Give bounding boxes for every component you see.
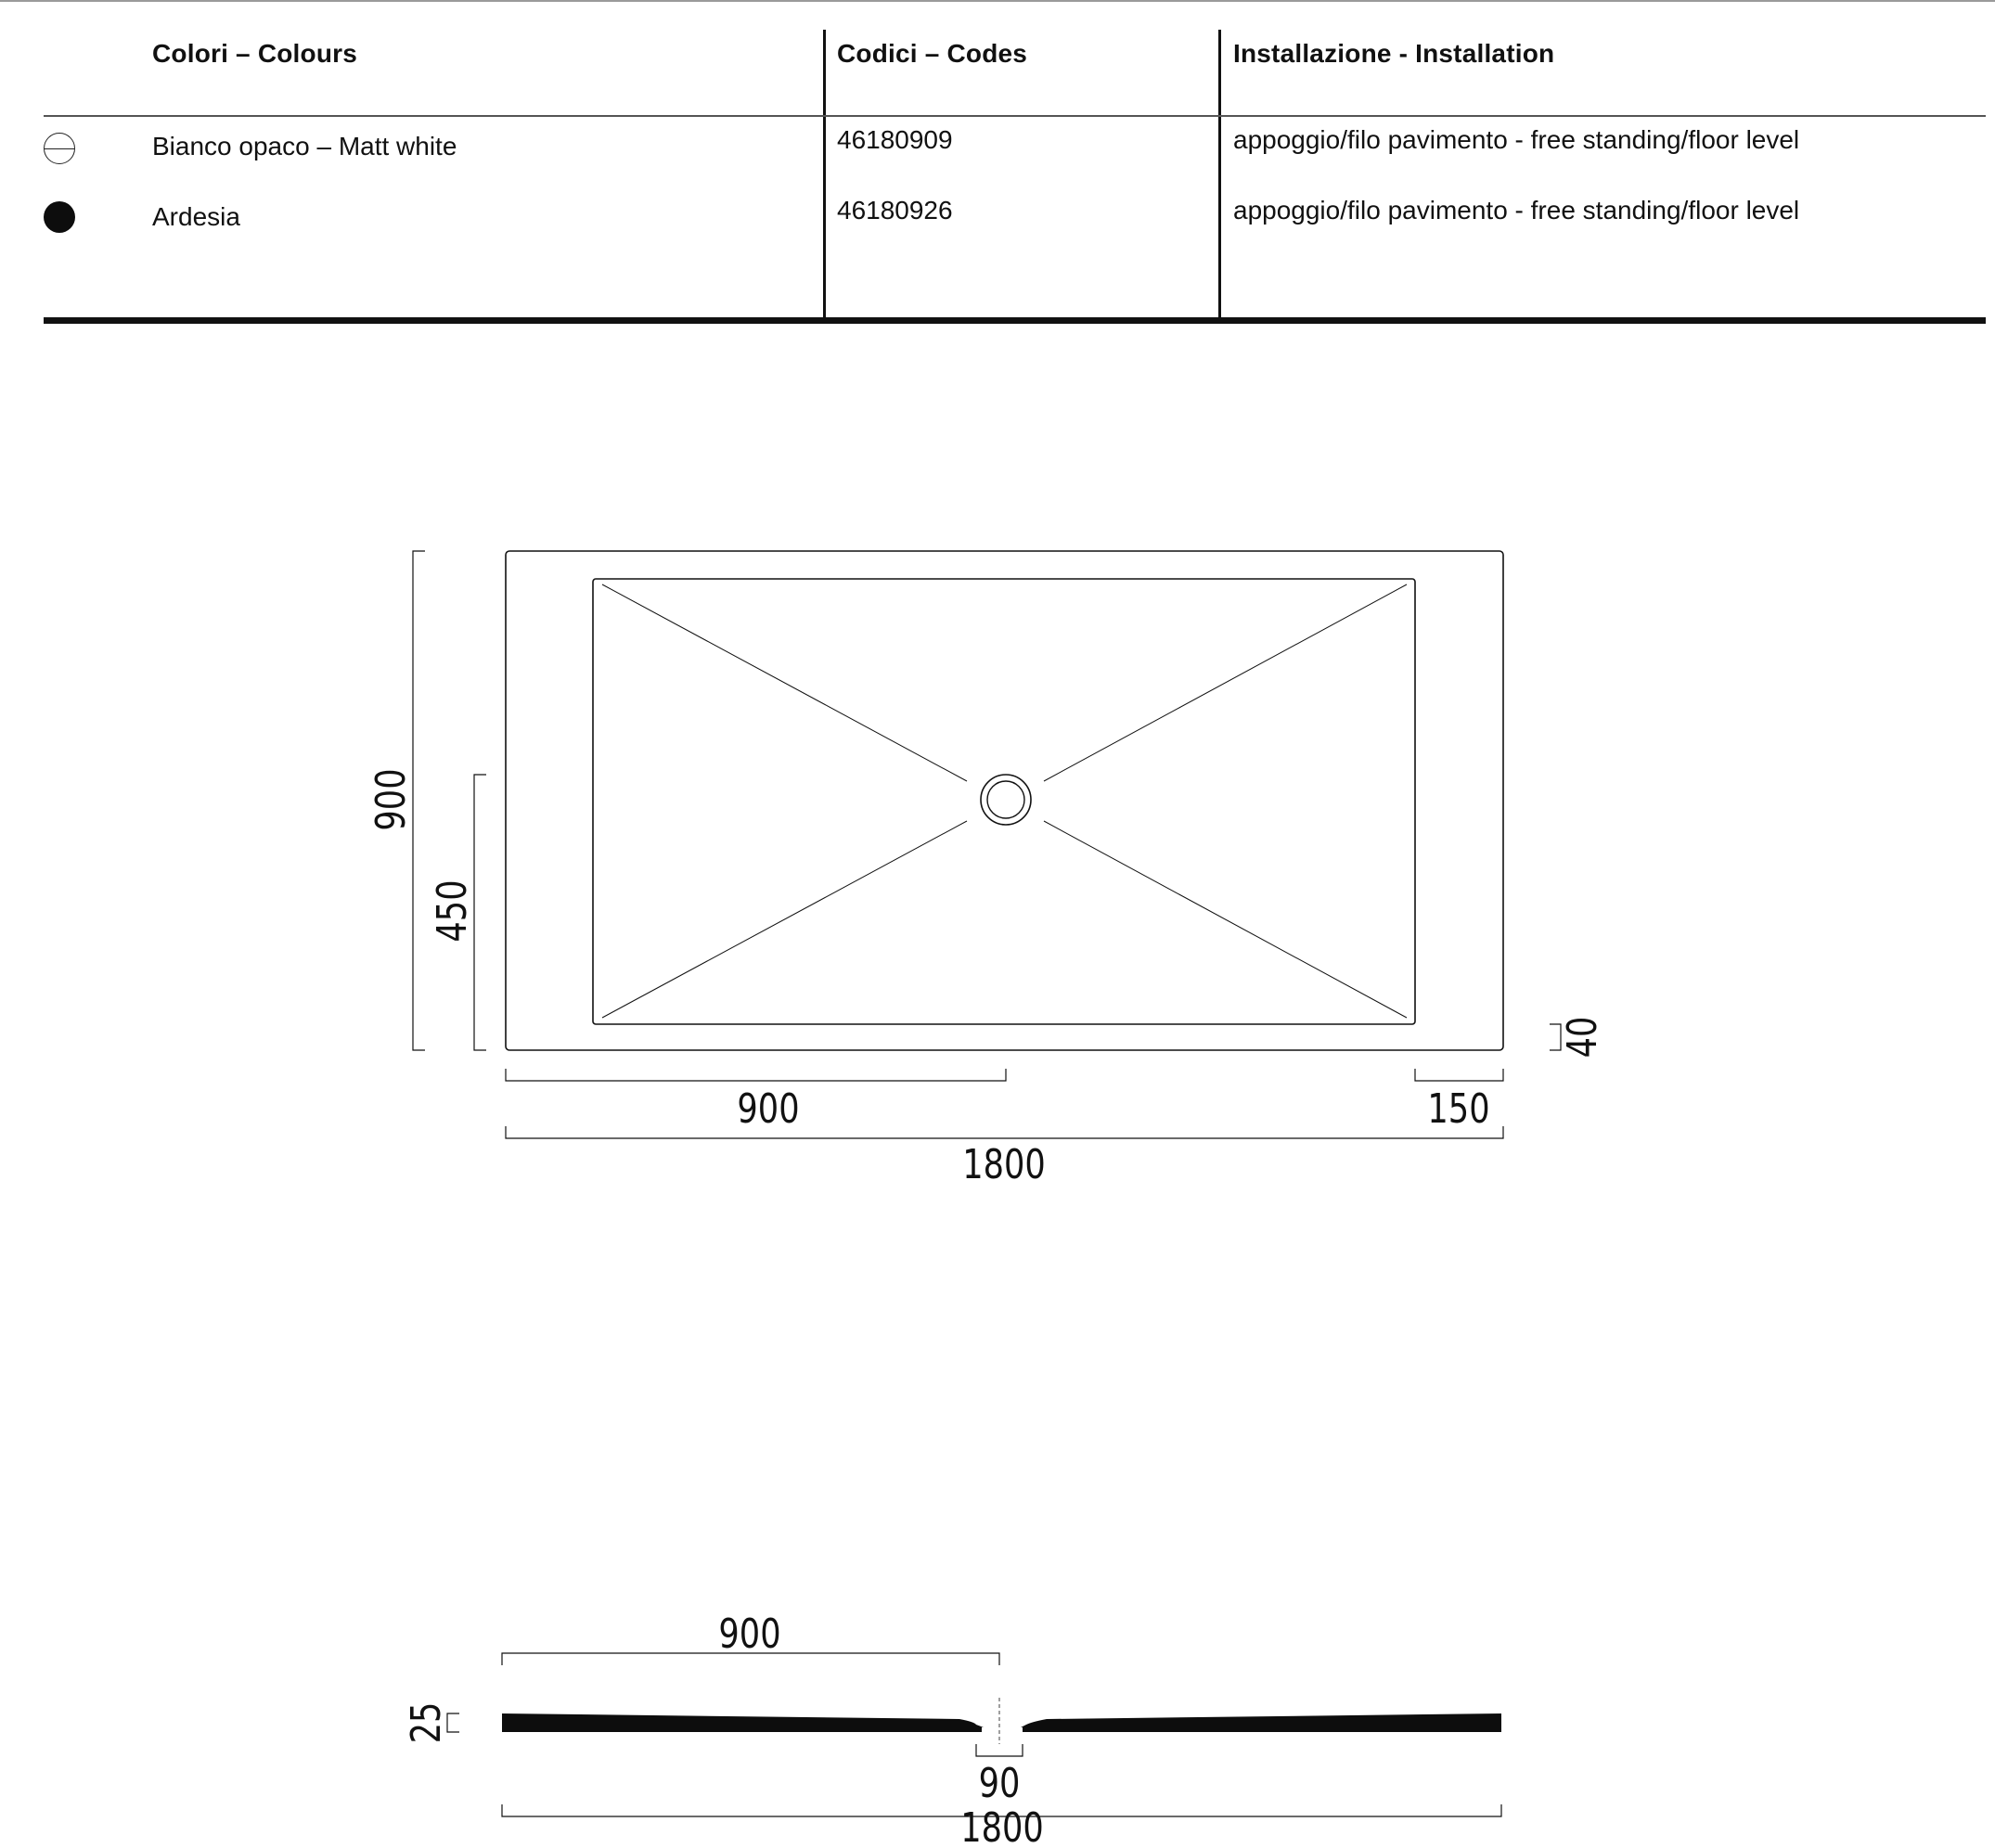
dim-line-drain-x bbox=[506, 1069, 1006, 1081]
installation-type: appoggio/filo pavimento - free standing/floor level bbox=[1233, 125, 1800, 154]
product-code: 46180909 bbox=[837, 125, 953, 154]
dim-line-length bbox=[506, 1126, 1503, 1138]
slope-line bbox=[1044, 584, 1407, 781]
dim-line-rim bbox=[1415, 1069, 1503, 1081]
header-codes: Codici – Codes bbox=[837, 39, 1028, 68]
slope-line bbox=[602, 584, 967, 781]
slope-line bbox=[602, 821, 967, 1018]
colour-name: Ardesia bbox=[152, 202, 240, 231]
drain-inner-icon bbox=[987, 781, 1024, 818]
dim-drain-width-label: 90 bbox=[978, 1760, 1021, 1808]
tray-outline bbox=[506, 551, 1503, 1050]
dim-thickness-label: 25 bbox=[403, 1701, 451, 1744]
dim-depth-label: 900 bbox=[367, 768, 416, 831]
slope-line bbox=[1044, 821, 1407, 1018]
dim-section-length-label: 1800 bbox=[960, 1804, 1044, 1848]
plan-view bbox=[413, 551, 1561, 1138]
product-code: 46180926 bbox=[837, 196, 953, 225]
dim-line-drain-width bbox=[976, 1744, 1023, 1756]
dim-drain-y-label: 450 bbox=[429, 879, 477, 943]
colour-name: Bianco opaco – Matt white bbox=[152, 132, 457, 160]
dim-section-drain-x-label: 900 bbox=[718, 1611, 781, 1659]
header-colours: Colori – Colours bbox=[152, 39, 357, 68]
dim-drain-x-label: 900 bbox=[737, 1085, 800, 1134]
header-installation: Installazione - Installation bbox=[1233, 39, 1555, 68]
section-view bbox=[447, 1653, 1501, 1816]
tray-section bbox=[502, 1713, 1501, 1732]
dim-rim-label: 150 bbox=[1427, 1085, 1490, 1134]
installation-type: appoggio/filo pavimento - free standing/floor level bbox=[1233, 196, 1800, 225]
dim-rim-small-label: 40 bbox=[1559, 1016, 1607, 1059]
dim-length-label: 1800 bbox=[962, 1141, 1046, 1189]
drain-outer-icon bbox=[981, 775, 1031, 825]
